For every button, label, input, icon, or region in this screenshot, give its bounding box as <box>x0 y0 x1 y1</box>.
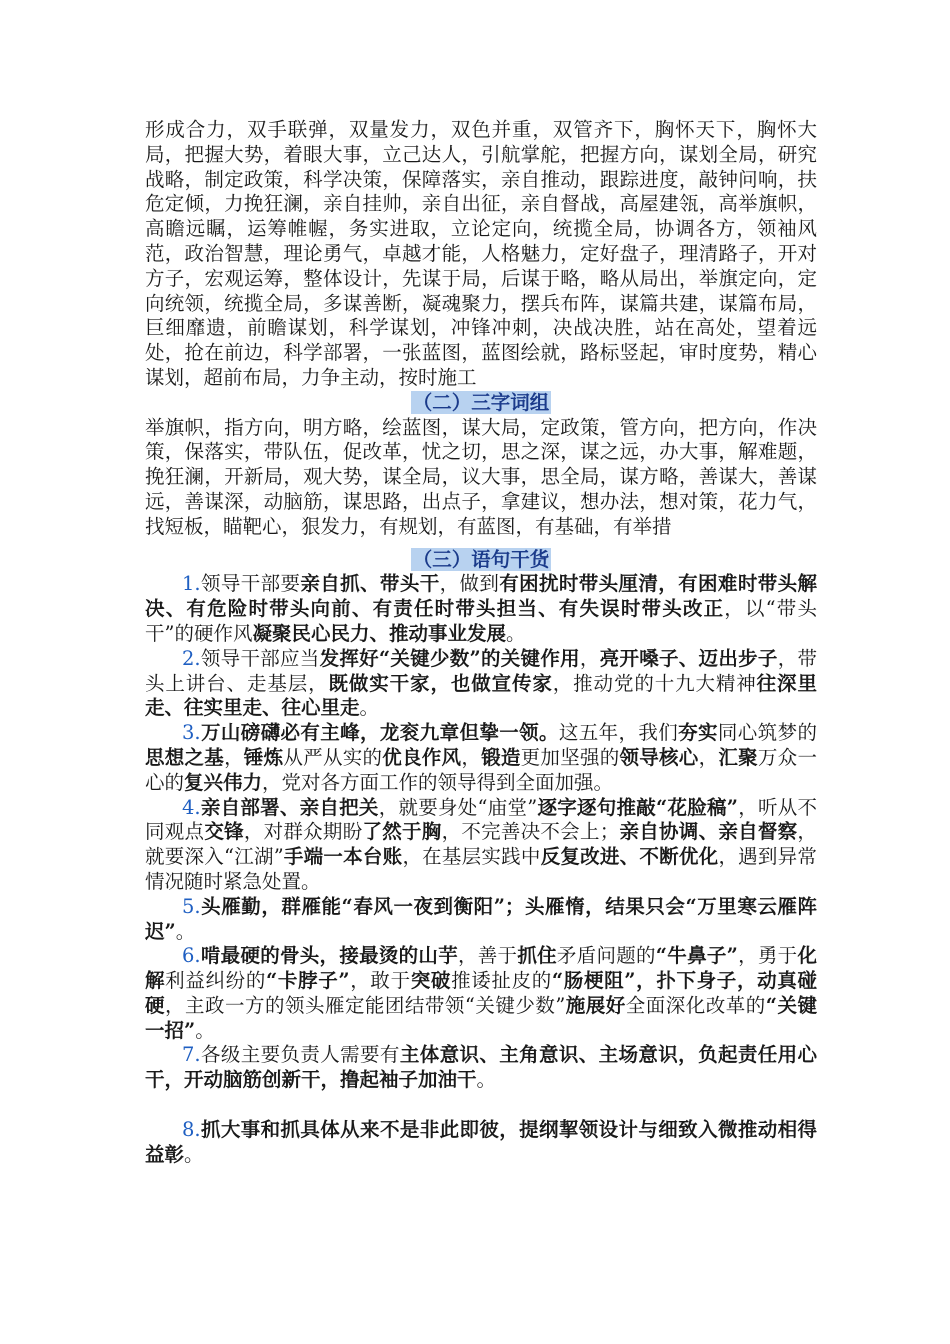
item-text: 从严从实的 <box>283 745 383 769</box>
item-number: 5. <box>182 894 201 918</box>
item-text: ，主政一方的领头雁定能团结带领“关键少数” <box>165 993 566 1017</box>
bold-text: 了然于胸 <box>362 820 442 844</box>
item-number: 3. <box>182 721 201 745</box>
section3-items <box>145 572 817 1167</box>
bold-text: 抓大事和抓具体从来不是非此即彼，提纲挈领设计与细致入微推动相得益彰 <box>145 1117 817 1166</box>
item-text: 领导干部要 <box>200 572 301 596</box>
item-text: ，遇到异常情况随时紧急处置。 <box>145 845 817 893</box>
section2-paragraph: 举旗帜，指方向，明方略，绘蓝图，谋大局，定政策，管方向，把方向，作决策，保落实，带队伍，促改革，忧之切，思之深，谋之远，办大事，解难题，挽狂澜，开新局，观大势，谋全局，议大事，思全局，谋方略，善谋大，善谋远，善谋深，动脑筋，谋思路，出点子，拿建议，想办法，想对策，花力气，找短板，瞄靶心，狠发力，有规划，有蓝图，有基础，有举措 <box>145 415 817 538</box>
bold-text: 凝聚民心民力、推动事业发展 <box>252 621 506 645</box>
bold-text: 亮开嗓子、迈出步子 <box>599 646 778 670</box>
bold-text: 主体意识、主角意识、主场意识，负起责任用心干，开动脑筋创新干，撸起袖子加油干 <box>145 1043 817 1092</box>
bold-text: 既做实干家，也做宣传家 <box>328 671 553 695</box>
item-text: ，勇于 <box>737 944 798 968</box>
item-text: ，敢于 <box>349 969 411 993</box>
bold-text: 汇聚 <box>718 745 758 769</box>
bold-text: 亲自协调、亲自督察 <box>619 820 798 844</box>
item-text: 。 <box>175 919 196 943</box>
bold-text: 手端一本台账 <box>283 845 403 869</box>
item-text: ， <box>698 745 719 769</box>
bold-text: 万山磅礴必有主峰，龙衮九章但挚一领。 <box>200 721 559 745</box>
item-number: 1. <box>182 572 201 596</box>
item-text: ，做到 <box>439 572 500 596</box>
item-text: ，不完善决不会上； <box>441 820 620 844</box>
item-text: 。 <box>476 1068 497 1092</box>
item-text: 。 <box>184 1142 204 1166</box>
list-item <box>145 796 817 895</box>
bold-text: 有困扰时带头厘清，有困难时带头解决、有危险时带头向前、有责任时带头担当、有失误时带头改正 <box>145 572 817 621</box>
bold-text: 夯实 <box>678 721 718 745</box>
section3-heading <box>145 548 817 573</box>
item-text: 领导干部应当 <box>200 646 320 670</box>
bold-text: “关键一招” <box>145 993 817 1042</box>
item-text: ， <box>579 646 600 670</box>
bold-text: 锤炼 <box>243 745 284 769</box>
blank-line <box>145 1093 817 1118</box>
bold-text: 领导核心 <box>619 745 699 769</box>
item-text: 同心筑梦的 <box>717 721 817 745</box>
section1-paragraph: 形成合力，双手联弹，双量发力，双色并重，双管齐下，胸怀天下，胸怀大局，把握大势，着眼大事，立己达人，引航掌舵，把握方向，谋划全局，研究战略，制定政策，科学决策，保障落实，亲自推动，跟踪进度，敲钟问响，扶危定倾，力挽狂澜，亲自挂帅，亲自出征，亲自督战，高屋建瓴，高举旗帜，高瞻远瞩，运筹帷幄，务实进取，立论定向，统揽全局，协调各方，领袖风范，政治智慧，理论勇气，卓越才能，人格魅力，定好盘子，理清路子，开对方子，宏观运筹，整体设计，先谋于局，后谋于略，略从局出，举旗定向，定向统领，统揽全局，多谋善断，凝魂聚力，摆兵布阵，谋篇共建，谋篇布局，巨细靡遗，前瞻谋划，科学谋划，冲锋冲刺，决战决胜，站在高处，望着远处，抢在前边，科学部署，一张蓝图，蓝图绘就，路标竖起，审时度势，精心谋划，超前布局，力争主动，按时施工 <box>145 118 817 389</box>
bold-text: 复兴伟力 <box>184 770 263 794</box>
list-item <box>145 647 817 721</box>
bold-text: 往深里走、往实里走、往心里走 <box>145 671 817 720</box>
item-number: 4. <box>182 795 201 819</box>
bold-text: “牛鼻子” <box>655 944 738 968</box>
item-text: ， <box>224 745 244 769</box>
list-item <box>145 1043 817 1093</box>
bold-text: 施展好 <box>565 993 626 1017</box>
item-text: 。 <box>195 1018 215 1042</box>
item-text: ， <box>461 745 482 769</box>
list-item <box>145 721 817 795</box>
item-text: ，对群众期盼 <box>243 820 363 844</box>
item-text: 。 <box>359 696 380 720</box>
list-item <box>145 944 817 1043</box>
bold-text: “卡脖子” <box>266 969 350 993</box>
item-text: 利益纠纷的 <box>165 969 266 993</box>
bold-text: 优良作风 <box>382 745 462 769</box>
document-body <box>145 118 817 1167</box>
bold-text: 思想之基 <box>145 745 225 769</box>
item-text: ，听从不同观点 <box>145 795 817 844</box>
item-text: 矛盾问题的 <box>556 944 656 968</box>
section3-heading-text: （三）语句干货 <box>412 547 550 571</box>
item-text: 这五年，我们 <box>558 721 679 745</box>
item-text: 各级主要负责人需要有 <box>200 1043 400 1067</box>
item-text: ，推动党的十九大精神 <box>552 671 757 695</box>
item-text: 推诿扯皮的 <box>451 969 552 993</box>
item-text: ，善于 <box>458 944 518 968</box>
bold-text: 化解 <box>145 944 817 993</box>
list-item <box>145 572 817 646</box>
item-number: 2. <box>182 646 201 670</box>
section2-heading-text: （二）三字词组 <box>412 390 550 414</box>
item-text: ，就要深入“江湖” <box>145 820 817 869</box>
bold-text: 反复改进、不断优化 <box>540 845 719 869</box>
bold-text: 交锋 <box>204 820 244 844</box>
item-text: 全面深化改革的 <box>625 993 766 1017</box>
item-text: ，在基层实践中 <box>402 845 541 869</box>
item-text: ，就要身处“庙堂” <box>378 795 538 819</box>
bold-text: 亲自抓、带头干 <box>300 572 440 596</box>
item-text: 万众一心的 <box>145 745 817 794</box>
bold-text: 亲自部署、亲自把关 <box>200 795 379 819</box>
item-number: 6. <box>182 944 201 968</box>
item-text: ，以“带头干”的硬作风 <box>145 597 817 645</box>
item-number: 7. <box>182 1043 201 1067</box>
bold-text: 发挥好“关键少数”的关键作用 <box>319 646 580 670</box>
item-text: ，带头上讲台、走基层， <box>145 646 817 695</box>
section2-heading <box>145 391 817 416</box>
list-item <box>145 1118 817 1168</box>
item-text: 更加坚强的 <box>520 745 620 769</box>
bold-text: 逐字逐句推敲“花脸稿” <box>537 795 738 819</box>
bold-text: 抓住 <box>517 944 557 968</box>
bold-text: 锻造 <box>481 745 521 769</box>
item-text: ，党对各方面工作的领导得到全面加强。 <box>262 770 614 794</box>
item-number: 8. <box>182 1117 201 1141</box>
bold-text: 突破 <box>410 969 452 993</box>
item-text: 。 <box>506 621 526 645</box>
bold-text: “肠梗阻”，扑下身子，动真碰硬 <box>145 969 817 1017</box>
list-item <box>145 895 817 945</box>
bold-text: 头雁勤，群雁能“春风一夜到衡阳”；头雁惰，结果只会“万里寒云雁阵迟” <box>145 894 817 943</box>
bold-text: 啃最硬的骨头，接最烫的山芋 <box>200 944 458 968</box>
